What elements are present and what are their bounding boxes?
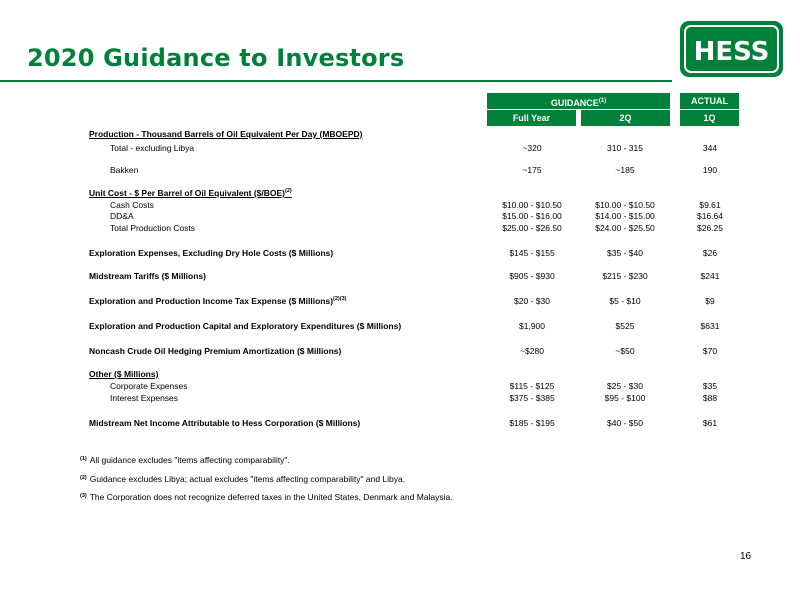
footnote-text: The Corporation does not recognize deferred taxes in the United States, Denmark and Malaysia. [89,492,453,502]
total-production-costs-1q: $26.25 [697,223,723,233]
bakken-1q: 190 [702,165,718,175]
capex-label: Exploration and Production Capital and Exploratory Expenditures ($ Millions) [89,321,402,331]
income-tax-fy: $20 - $30 [514,296,550,306]
interest-expenses-1q: $88 [702,393,718,403]
guidance-header [487,93,670,109]
footnote-mark: (2) [80,475,87,481]
midstream-net-income-2q: $40 - $50 [607,418,643,428]
total-ex-libya-2q: 310 - 315 [607,143,643,153]
dda-2q: $14.00 - $15.00 [595,211,655,221]
corporate-expenses-1q: $35 [702,381,718,391]
full-year-header: Full Year [487,110,576,126]
dda-fy: $15.00 - $16.00 [502,211,562,221]
cash-costs-2q: $10.00 - $10.50 [595,200,655,210]
unit-cost-note: (2) [285,188,292,194]
bakken-fy: ~175 [522,165,542,175]
guidance-note: (1) [598,98,607,104]
midstream-net-income-label: Midstream Net Income Attributable to Hess Corporation ($ Millions) [89,418,361,428]
footnote-text: Guidance excludes Libya; actual excludes "items affecting comparability" and Libya. [89,474,406,484]
midstream-net-income-fy: $185 - $195 [509,418,555,428]
hedging-fy: ~$280 [520,346,544,356]
footnote-mark: (3) [80,493,87,499]
income-tax-1q: $9 [705,296,715,306]
midstream-tariffs-2q: $215 - $230 [602,271,648,281]
logo-text: HESS [693,37,770,67]
footnote [80,490,453,503]
other-heading: Other ($ Millions) [89,369,159,379]
income-tax-label [89,295,346,307]
exploration-label: Exploration Expenses, Excluding Dry Hole Costs ($ Millions) [89,248,334,258]
page-title: 2020 Guidance to Investors [27,44,405,72]
total-production-costs-2q: $24.00 - $25.50 [595,223,655,233]
footnote [80,472,405,485]
hedging-1q: $70 [702,346,718,356]
exploration-fy: $145 - $155 [509,248,555,258]
midstream-net-income-1q: $61 [702,418,718,428]
unit-cost-heading-text: Unit Cost - $ Per Barrel of Oil Equivalent ($/BOE) [89,188,286,198]
exploration-1q: $26 [702,248,718,258]
q2-header: 2Q [581,110,670,126]
interest-expenses-fy: $375 - $385 [509,393,555,403]
income-tax-2q: $5 - $10 [609,296,641,306]
interest-expenses-label: Interest Expenses [110,393,179,403]
bakken-2q: ~185 [615,165,635,175]
income-tax-note: (2)(3) [333,296,347,302]
footnote-mark: (1) [80,456,87,462]
midstream-tariffs-1q: $241 [700,271,720,281]
footnote [80,453,290,466]
cash-costs-label: Cash Costs [110,200,154,210]
midstream-tariffs-fy: $905 - $930 [509,271,555,281]
midstream-tariffs-label: Midstream Tariffs ($ Millions) [89,271,206,281]
page-number: 16 [740,551,752,562]
total-production-costs-label: Total Production Costs [110,223,196,233]
corporate-expenses-fy: $115 - $125 [509,381,555,391]
total-production-costs-fy: $25.00 - $26.50 [502,223,562,233]
income-tax-label-text: Exploration and Production Income Tax Expense ($ Millions) [89,296,334,306]
unit-cost-heading [89,187,292,199]
actual-header: ACTUAL [680,93,739,109]
corporate-expenses-2q: $25 - $30 [607,381,643,391]
q1-header: 1Q [680,110,739,126]
bakken-label: Bakken [110,165,139,175]
capex-2q: $525 [615,321,635,331]
dda-label: DD&A [110,211,134,221]
total-ex-libya-1q: 344 [702,143,718,153]
corporate-expenses-label: Corporate Expenses [110,381,188,391]
guidance-label: GUIDANCE [550,98,599,108]
exploration-2q: $35 - $40 [607,248,643,258]
hedging-label: Noncash Crude Oil Hedging Premium Amortization ($ Millions) [89,346,342,356]
title-rule [0,80,672,82]
dda-1q: $16.64 [697,211,723,221]
capex-fy: $1,900 [519,321,545,331]
interest-expenses-2q: $95 - $100 [604,393,646,403]
production-heading: Production - Thousand Barrels of Oil Equivalent Per Day (MBOEPD) [89,129,363,139]
capex-1q: $631 [700,321,720,331]
total-ex-libya-label: Total - excluding Libya [110,143,195,153]
hess-logo [680,21,783,77]
total-ex-libya-fy: ~320 [522,143,542,153]
cash-costs-1q: $9.61 [699,200,721,210]
footnote-text: All guidance excludes "items affecting comparability". [89,455,290,465]
hedging-2q: ~$50 [615,346,635,356]
cash-costs-fy: $10.00 - $10.50 [502,200,562,210]
